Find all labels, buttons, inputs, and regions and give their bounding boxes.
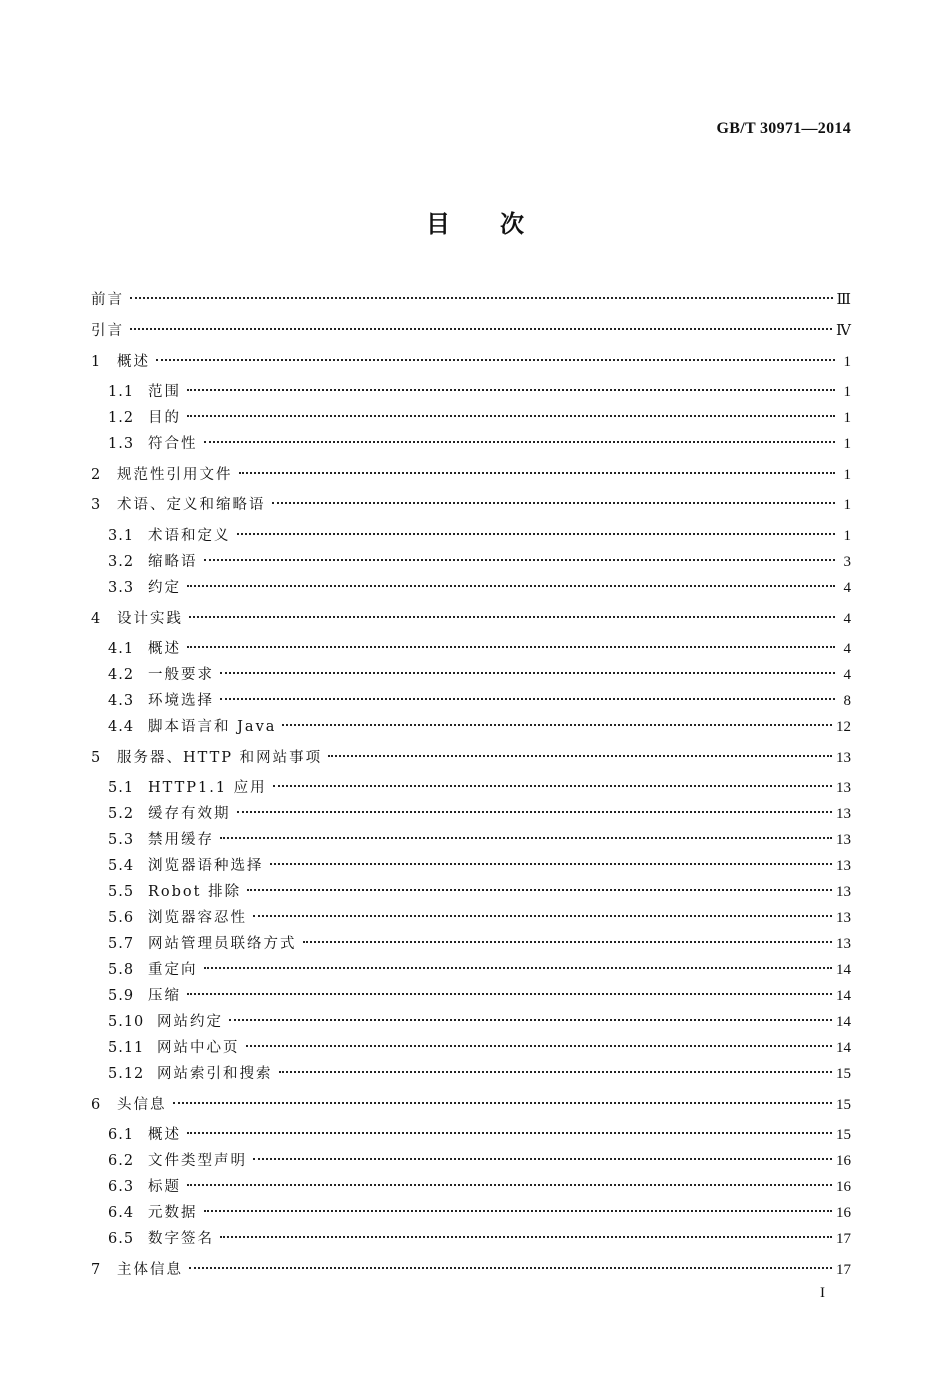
- toc-entry-number: 6.2: [108, 1153, 135, 1169]
- toc-entry-page: 4: [843, 641, 851, 657]
- toc-entry-number: 5.7: [108, 936, 135, 952]
- toc-entry-label: 网站管理员联络方式: [148, 936, 297, 952]
- toc-entry-page: Ⅳ: [836, 323, 851, 339]
- toc-entry[interactable]: [108, 433, 851, 455]
- toc-entry-label: 约定: [148, 580, 181, 596]
- dot-leader: [189, 616, 835, 618]
- toc-entry-label: 一般要求: [148, 667, 214, 683]
- toc-entry[interactable]: [108, 1202, 851, 1224]
- dot-leader: [328, 755, 832, 757]
- toc-entry-label: 头信息: [117, 1097, 167, 1113]
- toc-entry-number: 7: [91, 1262, 102, 1278]
- toc-entry[interactable]: [108, 1011, 851, 1033]
- toc-entry[interactable]: [91, 289, 851, 311]
- toc-entry-number: 1: [91, 354, 102, 370]
- toc-entry[interactable]: [91, 494, 851, 516]
- toc-entry-number: 5.12: [108, 1066, 145, 1082]
- toc-entry-number: 5: [91, 750, 102, 766]
- toc-entry[interactable]: [108, 855, 851, 877]
- toc-entry-number: 4.2: [108, 667, 135, 683]
- toc-entry-page: 13: [836, 858, 851, 874]
- toc-entry[interactable]: [108, 577, 851, 599]
- toc-entry[interactable]: [108, 933, 851, 955]
- toc-entry-page: 1: [843, 497, 851, 513]
- toc-entry-number: 6.5: [108, 1231, 135, 1247]
- dot-leader: [237, 811, 833, 813]
- toc-entry-label: 浏览器语种选择: [148, 858, 264, 874]
- toc-entry-label: 数字签名: [148, 1231, 214, 1247]
- dot-leader: [187, 646, 835, 648]
- dot-leader: [187, 1184, 832, 1186]
- toc-entry-label: 环境选择: [148, 693, 214, 709]
- toc-entry-label: 浏览器容忍性: [148, 910, 247, 926]
- toc-entry-label: 网站约定: [157, 1014, 223, 1030]
- dot-leader: [270, 863, 833, 865]
- toc-entry-label: 设计实践: [117, 611, 183, 627]
- toc-entry-page: 1: [843, 354, 851, 370]
- dot-leader: [220, 672, 835, 674]
- toc-entry[interactable]: [91, 608, 851, 630]
- toc-entry[interactable]: [108, 1176, 851, 1198]
- toc-entry-number: 5.8: [108, 962, 135, 978]
- toc-entry[interactable]: [108, 803, 851, 825]
- toc-entry-number: 6.4: [108, 1205, 135, 1221]
- dot-leader: [187, 585, 835, 587]
- dot-leader: [279, 1071, 833, 1073]
- toc-entry-label: 概述: [148, 1127, 181, 1143]
- toc-entry-label: 引言: [91, 323, 124, 339]
- toc-entry-label: 文件类型声明: [148, 1153, 247, 1169]
- toc-entry[interactable]: [108, 525, 851, 547]
- toc-entry[interactable]: [108, 638, 851, 660]
- toc-entry-page: 15: [836, 1127, 851, 1143]
- toc-entry-page: 15: [836, 1066, 851, 1082]
- toc-entry-page: 13: [836, 750, 851, 766]
- toc-entry-page: 1: [843, 467, 851, 483]
- dot-leader: [273, 785, 832, 787]
- toc-entry[interactable]: [91, 1094, 851, 1116]
- toc-entry[interactable]: [108, 551, 851, 573]
- toc-entry-number: 5.4: [108, 858, 135, 874]
- toc-entry-label: 概述: [117, 354, 150, 370]
- toc-entry-number: 5.1: [108, 780, 135, 796]
- dot-leader: [130, 328, 832, 330]
- toc-entry-label: Robot 排除: [148, 884, 242, 900]
- dot-leader: [173, 1102, 833, 1104]
- dot-leader: [220, 698, 835, 700]
- toc-entry-label: 服务器、HTTP 和网站事项: [117, 750, 323, 766]
- toc-entry[interactable]: [108, 959, 851, 981]
- table-of-contents: [91, 0, 851, 1396]
- dot-leader: [187, 993, 832, 995]
- dot-leader: [282, 724, 832, 726]
- toc-entry-page: Ⅲ: [836, 292, 851, 308]
- dot-leader: [220, 1236, 832, 1238]
- toc-entry-number: 6.1: [108, 1127, 135, 1143]
- dot-leader: [204, 967, 833, 969]
- toc-entry-number: 3: [91, 497, 102, 513]
- toc-entry-page: 3: [843, 554, 851, 570]
- toc-entry-label: 重定向: [148, 962, 198, 978]
- dot-leader: [253, 1158, 832, 1160]
- toc-entry-label: 范围: [148, 384, 181, 400]
- toc-entry-page: 13: [836, 832, 851, 848]
- toc-entry-number: 5.3: [108, 832, 135, 848]
- toc-entry-page: 14: [836, 988, 851, 1004]
- toc-entry-number: 6.3: [108, 1179, 135, 1195]
- dot-leader: [187, 389, 835, 391]
- toc-entry-number: 2: [91, 467, 102, 483]
- toc-entry-page: 1: [843, 436, 851, 452]
- toc-entry-number: 5.10: [108, 1014, 145, 1030]
- toc-entry-page: 14: [836, 1040, 851, 1056]
- toc-entry-label: 规范性引用文件: [117, 467, 233, 483]
- page-title: 目次: [426, 210, 574, 238]
- toc-entry-number: 4: [91, 611, 102, 627]
- toc-entry-label: 概述: [148, 641, 181, 657]
- toc-entry-number: 5.2: [108, 806, 135, 822]
- toc-entry[interactable]: [108, 1037, 851, 1059]
- toc-entry-label: 主体信息: [117, 1262, 183, 1278]
- toc-entry-page: 13: [836, 780, 851, 796]
- dot-leader: [156, 359, 835, 361]
- toc-entry-label: 前言: [91, 292, 124, 308]
- toc-entry-page: 16: [836, 1205, 851, 1221]
- toc-entry-page: 4: [843, 580, 851, 596]
- toc-entry-number: 5.6: [108, 910, 135, 926]
- dot-leader: [187, 415, 835, 417]
- dot-leader: [187, 1132, 832, 1134]
- toc-entry-page: 17: [836, 1231, 851, 1247]
- toc-entry[interactable]: [108, 716, 851, 738]
- toc-entry-number: 3.2: [108, 554, 135, 570]
- toc-entry[interactable]: [108, 985, 851, 1007]
- toc-entry-number: 1.3: [108, 436, 135, 452]
- toc-entry[interactable]: [91, 1259, 851, 1281]
- toc-entry-label: 标题: [148, 1179, 181, 1195]
- toc-entry[interactable]: [108, 381, 851, 403]
- toc-entry-page: 15: [836, 1097, 851, 1113]
- toc-entry-page: 1: [843, 384, 851, 400]
- toc-entry-page: 14: [836, 1014, 851, 1030]
- toc-entry[interactable]: [108, 907, 851, 929]
- toc-entry-page: 13: [836, 910, 851, 926]
- toc-entry-label: 脚本语言和 Java: [148, 719, 277, 735]
- toc-entry-page: 13: [836, 884, 851, 900]
- toc-entry-page: 12: [836, 719, 851, 735]
- page-number: I: [820, 1285, 825, 1301]
- toc-entry-number: 1.1: [108, 384, 135, 400]
- toc-entry-label: 元数据: [148, 1205, 198, 1221]
- toc-entry-label: 压缩: [148, 988, 181, 1004]
- toc-entry-number: 3.3: [108, 580, 135, 596]
- toc-entry[interactable]: [108, 1063, 851, 1085]
- toc-entry[interactable]: [108, 407, 851, 429]
- toc-entry-number: 5.9: [108, 988, 135, 1004]
- toc-entry-page: 14: [836, 962, 851, 978]
- standard-code: GB/T 30971—2014: [716, 120, 851, 137]
- toc-entry-number: 6: [91, 1097, 102, 1113]
- toc-entry[interactable]: [91, 351, 851, 373]
- dot-leader: [246, 1045, 833, 1047]
- toc-entry-label: 缓存有效期: [148, 806, 231, 822]
- toc-entry-label: 目的: [148, 410, 181, 426]
- dot-leader: [204, 441, 836, 443]
- toc-entry-number: 4.4: [108, 719, 135, 735]
- toc-entry-page: 8: [843, 693, 851, 709]
- toc-entry[interactable]: [108, 1228, 851, 1250]
- toc-entry[interactable]: [91, 464, 851, 486]
- toc-entry-number: 5.5: [108, 884, 135, 900]
- toc-entry[interactable]: [108, 664, 851, 686]
- toc-entry[interactable]: [108, 881, 851, 903]
- toc-entry-page: 1: [843, 410, 851, 426]
- toc-entry[interactable]: [91, 320, 851, 342]
- toc-entry-label: HTTP1.1 应用: [148, 780, 267, 796]
- dot-leader: [239, 472, 836, 474]
- toc-entry[interactable]: [108, 690, 851, 712]
- toc-entry-label: 术语、定义和缩略语: [117, 497, 266, 513]
- dot-leader: [220, 837, 832, 839]
- toc-entry-page: 4: [843, 667, 851, 683]
- toc-entry-page: 1: [843, 528, 851, 544]
- dot-leader: [229, 1019, 832, 1021]
- toc-entry-label: 禁用缓存: [148, 832, 214, 848]
- toc-entry-page: 13: [836, 806, 851, 822]
- dot-leader: [237, 533, 836, 535]
- toc-entry-label: 术语和定义: [148, 528, 231, 544]
- dot-leader: [189, 1267, 832, 1269]
- dot-leader: [204, 1210, 833, 1212]
- toc-entry-page: 13: [836, 936, 851, 952]
- toc-entry-number: 1.2: [108, 410, 135, 426]
- toc-entry[interactable]: [108, 1150, 851, 1172]
- toc-entry-page: 4: [843, 611, 851, 627]
- dot-leader: [272, 502, 836, 504]
- toc-entry[interactable]: [108, 1124, 851, 1146]
- toc-entry-number: 4.1: [108, 641, 135, 657]
- dot-leader: [130, 297, 833, 299]
- toc-entry[interactable]: [108, 829, 851, 851]
- toc-entry[interactable]: [91, 747, 851, 769]
- toc-entry-page: 17: [836, 1262, 851, 1278]
- toc-entry-number: 3.1: [108, 528, 135, 544]
- toc-entry-label: 符合性: [148, 436, 198, 452]
- dot-leader: [253, 915, 832, 917]
- toc-entry-label: 网站索引和搜索: [157, 1066, 273, 1082]
- toc-entry[interactable]: [108, 777, 851, 799]
- dot-leader: [303, 941, 833, 943]
- toc-entry-label: 网站中心页: [157, 1040, 240, 1056]
- dot-leader: [247, 889, 832, 891]
- toc-entry-page: 16: [836, 1179, 851, 1195]
- toc-entry-number: 5.11: [108, 1040, 145, 1056]
- toc-entry-page: 16: [836, 1153, 851, 1169]
- dot-leader: [204, 559, 836, 561]
- toc-entry-number: 4.3: [108, 693, 135, 709]
- toc-entry-label: 缩略语: [148, 554, 198, 570]
